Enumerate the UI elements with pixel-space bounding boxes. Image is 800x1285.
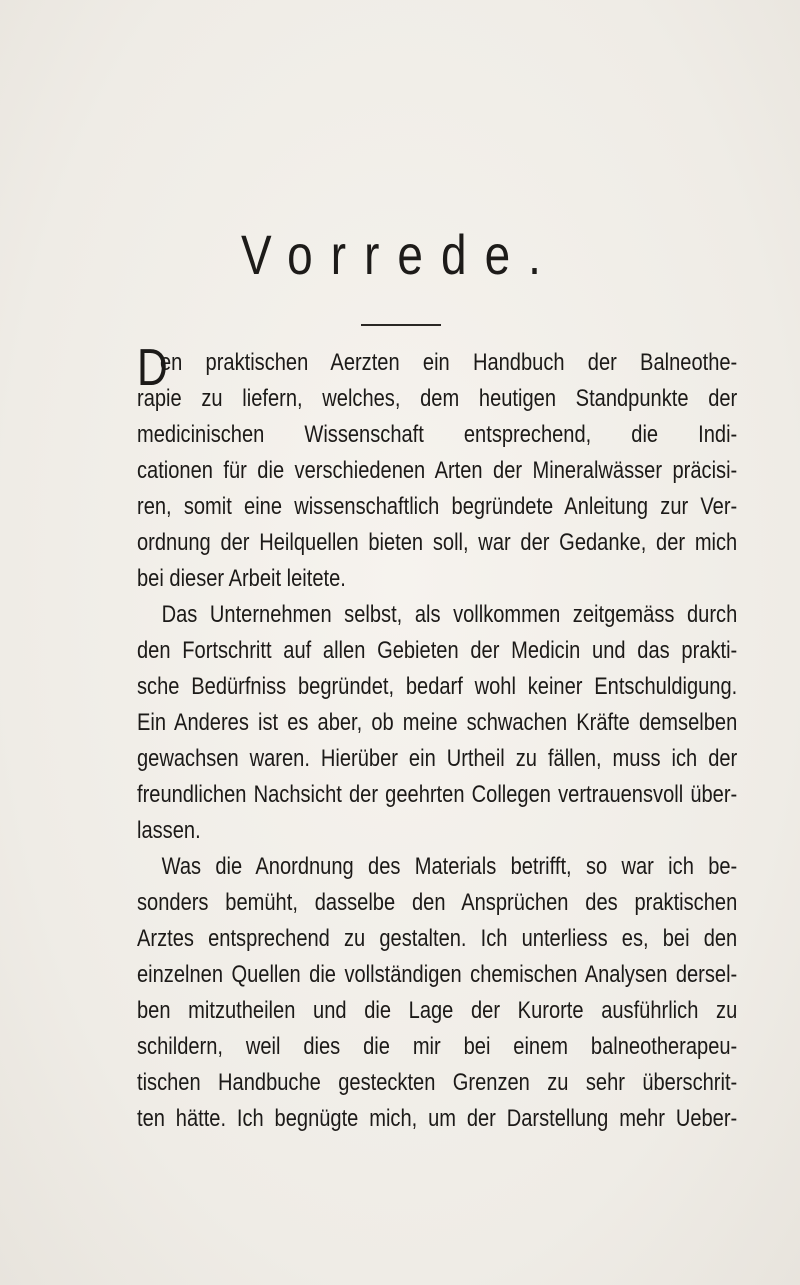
text-line: sonders bemüht, dasselbe den Ansprüchen des praktischen	[137, 889, 738, 916]
drop-cap: D	[137, 339, 168, 397]
text-line: gewachsen waren. Hierüber ein Urtheil zu fällen, muss ich der	[137, 745, 738, 772]
text-line: lassen.	[137, 817, 201, 844]
text-line: einzelnen Quellen die vollständigen chemischen Analysen dersel-	[137, 961, 738, 988]
body-text	[137, 345, 737, 1137]
text-line: ren, somit eine wissenschaftlich begründete Anleitung zur Ver-	[137, 493, 738, 520]
text-line: bei dieser Arbeit leitete.	[137, 565, 346, 592]
text-line: ten hätte. Ich begnügte mich, um der Darstellung mehr Ueber-	[137, 1105, 738, 1132]
text-line: freundlichen Nachsicht der geehrten Collegen vertrauensvoll über-	[137, 781, 738, 808]
text-line: ordnung der Heilquellen bieten soll, war der Gedanke, der mich	[137, 529, 738, 556]
text-line: tischen Handbuche gesteckten Grenzen zu sehr überschrit-	[137, 1069, 738, 1096]
text-line: en praktischen Aerzten ein Handbuch der Balneothe-	[159, 349, 738, 376]
text-line: den Fortschritt auf allen Gebieten der Medicin und das prakti-	[137, 637, 738, 664]
text-line: cationen für die verschiedenen Arten der Mineralwässer präcisi-	[137, 457, 738, 484]
text-line: Ein Anderes ist es aber, ob meine schwachen Kräfte demselben	[137, 709, 738, 736]
text-line: Was die Anordnung des Materials betrifft, so war ich be-	[161, 853, 738, 880]
page-title: Vorrede.	[241, 223, 559, 286]
text-line: ben mitzutheilen und die Lage der Kurorte ausführlich zu	[137, 997, 738, 1024]
text-line: Das Unternehmen selbst, als vollkommen zeitgemäss durch	[161, 601, 738, 628]
text-line: medicinischen Wissenschaft entsprechend, die Indi-	[137, 421, 738, 448]
text-line: rapie zu liefern, welches, dem heutigen Standpunkte der	[137, 385, 738, 412]
text-line: schildern, weil dies die mir bei einem balneotherapeu-	[137, 1033, 738, 1060]
text-line: Arztes entsprechend zu gestalten. Ich unterliess es, bei den	[137, 925, 738, 952]
title-divider	[361, 324, 441, 326]
text-line: sche Bedürfniss begründet, bedarf wohl keiner Entschuldigung.	[137, 673, 738, 700]
